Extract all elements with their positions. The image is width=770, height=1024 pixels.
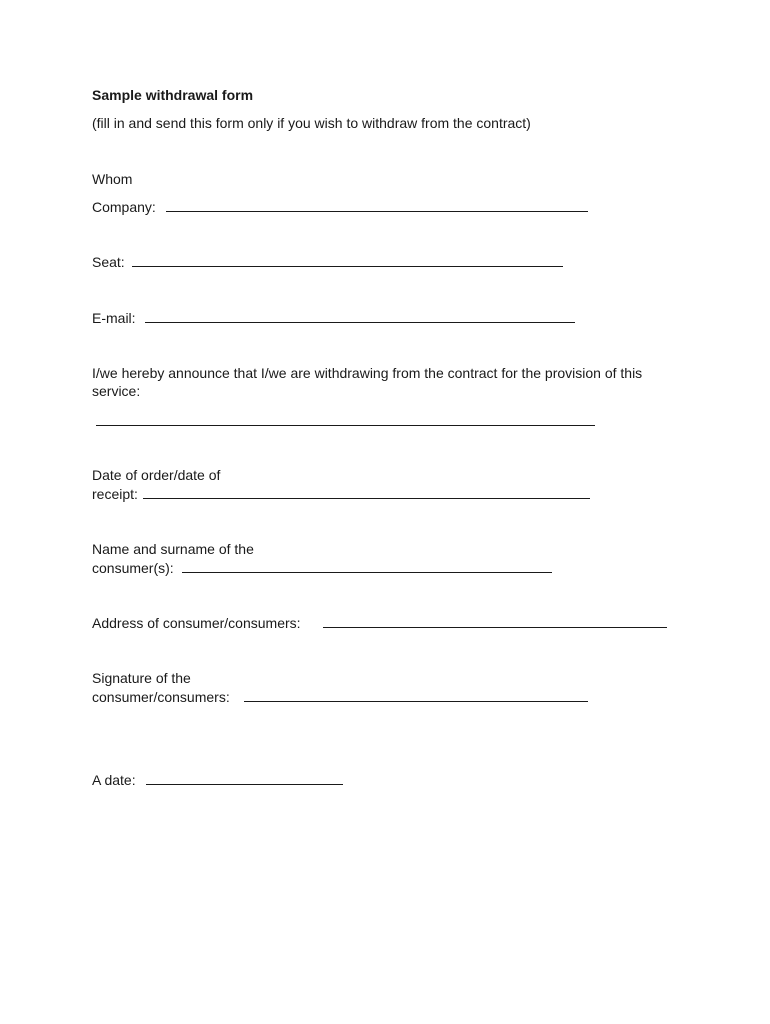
email-label: E-mail: [92,310,136,326]
withdrawal-announcement: I/we hereby announce that I/we are withdrawing from the contract for the provision of this service: [92,365,643,399]
seat-field-line[interactable] [132,266,563,267]
consumer-address-field-line[interactable] [323,627,667,628]
company-label: Company: [92,199,156,215]
signature-field-line[interactable] [244,701,588,702]
signature-label-line1: Signature of the [92,670,191,686]
company-field-line[interactable] [166,211,588,212]
form-title: Sample withdrawal form [92,87,254,103]
signature-label-line2: consumer/consumers: [92,689,230,705]
date-label: A date: [92,772,136,788]
date-field-line[interactable] [146,784,343,785]
whom-label: Whom [92,171,133,187]
consumer-address-label: Address of consumer/consumers: [92,615,301,631]
consumer-name-label-line1: Name and surname of the [92,541,254,557]
service-field-line[interactable] [96,425,595,426]
email-field-line[interactable] [145,322,575,323]
consumer-name-label-line2: consumer(s): [92,560,174,576]
order-date-field-line[interactable] [143,498,590,499]
form-instruction: (fill in and send this form only if you wish to withdraw from the contract) [92,115,531,131]
consumer-name-field-line[interactable] [182,572,552,573]
order-date-label-line2: receipt: [92,486,138,502]
order-date-label-line1: Date of order/date of [92,467,221,483]
seat-label: Seat: [92,254,125,270]
